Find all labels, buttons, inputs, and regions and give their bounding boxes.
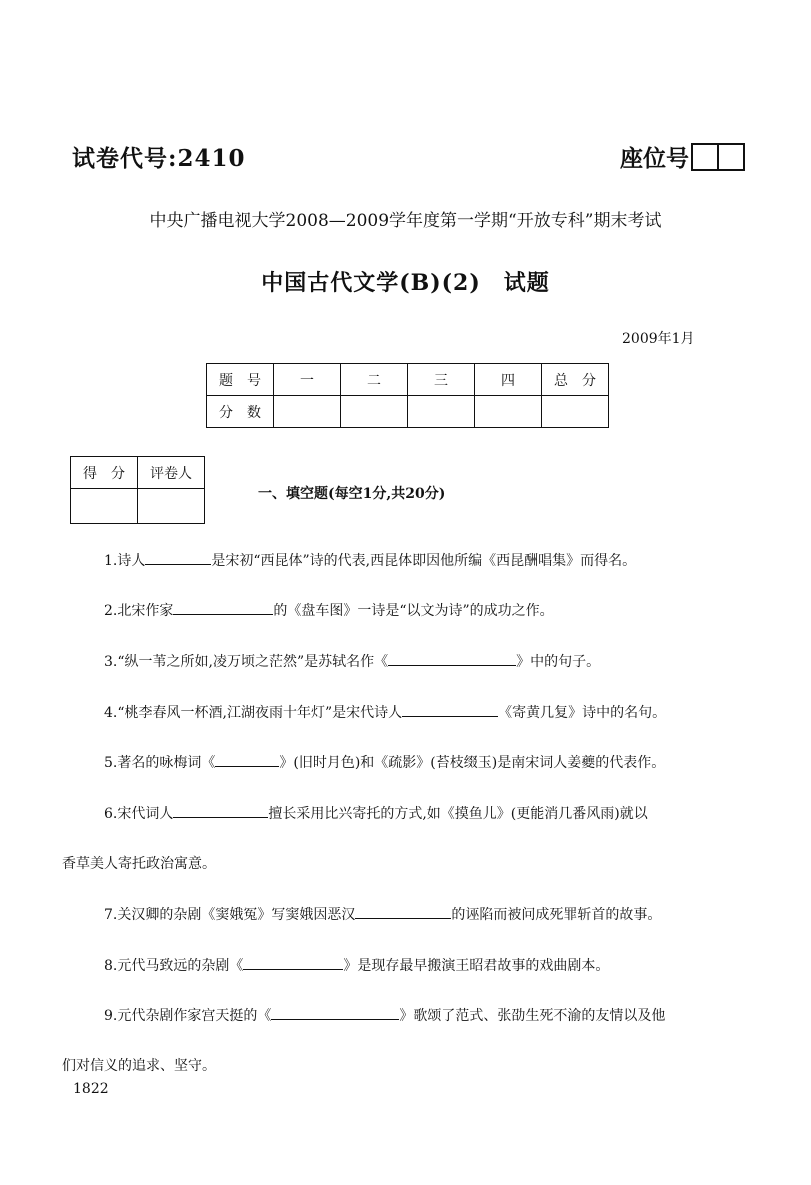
- question-9-continued: 们对信义的追求、坚守。: [62, 1058, 216, 1074]
- question-4: 4.“桃李春风一杯酒,江湖夜雨十年灯”是宋代诗人 《寄黄几复》诗中的名句。: [104, 702, 666, 722]
- answer-blank[interactable]: [388, 651, 516, 666]
- score-table-header: 总 分: [542, 364, 609, 396]
- grader-table: [70, 456, 205, 524]
- grader-table-header: 得 分: [71, 457, 138, 489]
- score-cell[interactable]: [274, 396, 341, 428]
- score-cell[interactable]: [341, 396, 408, 428]
- question-7: 7.关汉卿的杂剧《窦娥冤》写窦娥因恶汉 的诬陷而被问成死罪斩首的故事。: [104, 904, 661, 924]
- answer-blank[interactable]: [145, 550, 211, 565]
- question-8: 8.元代马致远的杂剧《 》是现存最早搬演王昭君故事的戏曲剧本。: [104, 955, 609, 975]
- answer-blank[interactable]: [402, 702, 498, 717]
- exam-date: 2009年1月: [622, 331, 695, 347]
- question-9: 9.元代杂剧作家宫天挺的《 》歌颂了范式、张劭生死不渝的友情以及他: [104, 1005, 665, 1025]
- grader-name-cell[interactable]: [138, 489, 205, 524]
- answer-blank[interactable]: [215, 752, 279, 767]
- question-6: 6.宋代词人 擅长采用比兴寄托的方式,如《摸鱼儿》(更能消几番风雨)就以: [104, 803, 648, 823]
- answer-blank[interactable]: [173, 600, 273, 615]
- answer-blank[interactable]: [271, 1005, 399, 1020]
- score-table-row-label: 分 数: [207, 396, 274, 428]
- seat-number-boxes[interactable]: [691, 143, 745, 171]
- grader-score-cell[interactable]: [71, 489, 138, 524]
- exam-title: 中国古代文学(B)(2) 试题: [261, 270, 550, 296]
- exam-code: 试卷代号:2410: [72, 145, 246, 172]
- score-cell[interactable]: [542, 396, 609, 428]
- seat-label: 座位号: [620, 145, 689, 172]
- score-table-header: 四: [475, 364, 542, 396]
- answer-blank[interactable]: [355, 904, 451, 919]
- score-table-header: 三: [408, 364, 475, 396]
- score-table-header: 一: [274, 364, 341, 396]
- question-2: 2.北宋作家 的《盘车图》一诗是“以文为诗”的成功之作。: [104, 600, 554, 620]
- question-5: 5.著名的咏梅词《 》(旧时月色)和《疏影》(苔枝缀玉)是南宋词人姜夔的代表作。: [104, 752, 665, 772]
- score-table-header: 题 号: [207, 364, 274, 396]
- section-heading: 一、填空题(每空1分,共20分): [258, 486, 446, 502]
- grader-table-header: 评卷人: [138, 457, 205, 489]
- question-3: 3.“纵一苇之所如,凌万顷之茫然”是苏轼名作《 》中的句子。: [104, 651, 600, 671]
- question-1: 1.诗人 是宋初“西昆体”诗的代表,西昆体即因他所编《西昆酬唱集》而得名。: [104, 550, 636, 570]
- score-cell[interactable]: [475, 396, 542, 428]
- seat-number: [620, 140, 745, 173]
- score-table: [206, 363, 609, 428]
- score-cell[interactable]: [408, 396, 475, 428]
- exam-header: 中央广播电视大学2008—2009学年度第一学期“开放专科”期末考试: [149, 211, 662, 231]
- answer-blank[interactable]: [243, 955, 343, 970]
- score-table-header: 二: [341, 364, 408, 396]
- answer-blank[interactable]: [173, 803, 268, 818]
- question-6-continued: 香草美人寄托政治寓意。: [62, 856, 216, 872]
- page-number: 1822: [73, 1081, 109, 1097]
